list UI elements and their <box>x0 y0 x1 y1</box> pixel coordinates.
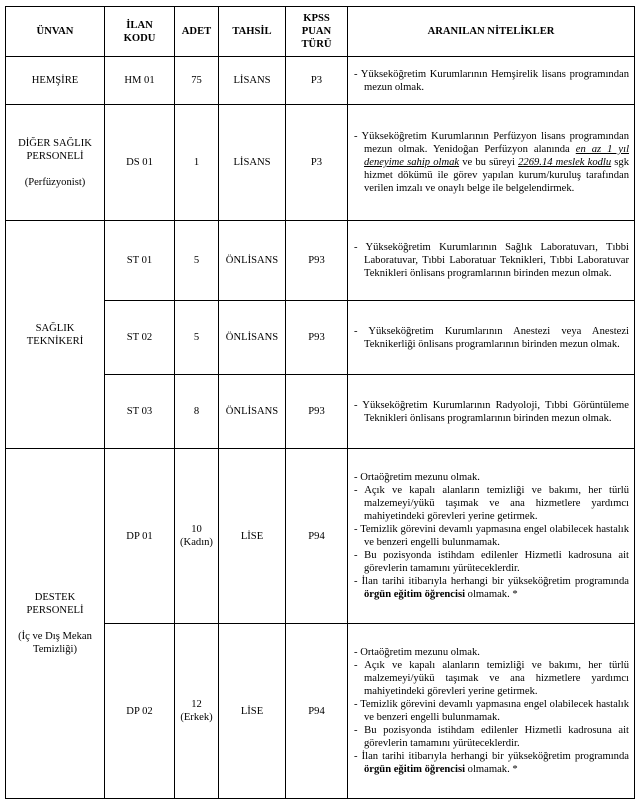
kpss-puan: P3 <box>286 57 348 105</box>
unvan-hemsire: HEMŞİRE <box>6 57 105 105</box>
qualification-item: - İlan tarihi itibarıyla herhangi bir yükseköğretim programında örgün eğitim öğrencisi olmamak. * <box>354 750 629 776</box>
header-unvan: ÜNVAN <box>6 7 105 57</box>
ilan-kodu: DP 02 <box>105 624 175 799</box>
header-nitelikler: ARANILAN NİTELİKLER <box>348 7 635 57</box>
nitelikler <box>348 221 635 301</box>
positions-table <box>5 6 635 799</box>
tahsil: LİSANS <box>219 57 286 105</box>
unvan-destek-personeli: DESTEK PERSONELİ (İç ve Dış Mekan Temizliği) <box>6 449 105 799</box>
kpss-puan: P93 <box>286 221 348 301</box>
header-kpss: KPSS PUAN TÜRÜ <box>286 7 348 57</box>
unvan-saglik-teknikeri: SAĞLIK TEKNİKERİ <box>6 221 105 449</box>
row-st01 <box>6 221 635 301</box>
tahsil: LİSE <box>219 449 286 624</box>
ilan-kodu: DP 01 <box>105 449 175 624</box>
adet: 12 (Erkek) <box>175 624 219 799</box>
nitelikler <box>348 57 635 105</box>
qualification-item: - Bu pozisyonda istihdam edilenler Hizmetli kadrosuna ait görevlerin tamamını yürüteceklerdir. <box>354 549 629 575</box>
qualification-item: - Bu pozisyonda istihdam edilenler Hizmetli kadrosuna ait görevlerin tamamını yürüteceklerdir. <box>354 724 629 750</box>
qualification-item: - Ortaöğretim mezunu olmak. <box>354 646 629 659</box>
kpss-puan: P94 <box>286 624 348 799</box>
adet: 8 <box>175 375 219 449</box>
kpss-puan: P3 <box>286 105 348 221</box>
qualification-item: - Yükseköğretim Kurumlarının Hemşirelik lisans programından mezun olmak. <box>354 68 629 94</box>
nitelikler <box>348 624 635 799</box>
nitelikler <box>348 301 635 375</box>
header-tahsil: TAHSİL <box>219 7 286 57</box>
row-ds01 <box>6 105 635 221</box>
qualification-item: - Yükseköğretim Kurumlarının Sağlık Laboratuvarı, Tıbbi Laboratuvar, Tıbbi Laboratuar Teknikleri, Tıbbi Laboratuvar Teknikleri önlisans programlarının birinden mezun olmak. <box>354 241 629 280</box>
ilan-kodu: DS 01 <box>105 105 175 221</box>
unvan-diger-saglik: DİĞER SAĞLIK PERSONELİ (Perfüzyonist) <box>6 105 105 221</box>
kpss-puan: P94 <box>286 449 348 624</box>
tahsil: ÖNLİSANS <box>219 375 286 449</box>
qualification-item: - Açık ve kapalı alanların temizliği ve bakımı, her türlü malzemeyi/yükü taşımak ve ana hizmetlere yardımcı mahiyetindeki görevleri yerine getirmek. <box>354 659 629 698</box>
nitelikler <box>348 449 635 624</box>
kpss-puan: P93 <box>286 375 348 449</box>
qualification-item: - Yükseköğretim Kurumlarının Perfüzyon lisans programından mezun olmak. Yenidoğan Perfüzyon alanında en az 1 yıl deneyime sahip olmak ve bu süreyi 2269.14 meslek kodlu sgk hizmet dökümü ile görev yapılan kurum/kuruluş tarafından verilen imzalı ve onaylı belge ile belgelendirmek. <box>354 130 629 195</box>
tahsil: LİSANS <box>219 105 286 221</box>
ilan-kodu: ST 02 <box>105 301 175 375</box>
adet: 5 <box>175 221 219 301</box>
adet: 1 <box>175 105 219 221</box>
nitelikler <box>348 105 635 221</box>
kpss-puan: P93 <box>286 301 348 375</box>
header-ilan-kodu: İLAN KODU <box>105 7 175 57</box>
ilan-kodu: ST 01 <box>105 221 175 301</box>
tahsil: LİSE <box>219 624 286 799</box>
qualification-item: - İlan tarihi itibarıyla herhangi bir yükseköğretim programında örgün eğitim öğrencisi olmamak. * <box>354 575 629 601</box>
ilan-kodu: HM 01 <box>105 57 175 105</box>
adet: 10 (Kadın) <box>175 449 219 624</box>
header-row <box>6 7 635 57</box>
nitelikler <box>348 375 635 449</box>
tahsil: ÖNLİSANS <box>219 301 286 375</box>
qualification-item: - Yükseköğretim Kurumlarının Radyoloji, Tıbbi Görüntüleme Teknikleri önlisans programlarının birinden mezun olmak. <box>354 399 629 425</box>
ilan-kodu: ST 03 <box>105 375 175 449</box>
adet: 75 <box>175 57 219 105</box>
qualification-item: - Temizlik görevini devamlı yapmasına engel olabilecek hastalık ve benzeri engelli bulunmamak. <box>354 523 629 549</box>
qualification-item: - Yükseköğretim Kurumlarının Anestezi veya Anestezi Teknikerliği önlisans programlarının birinden mezun olmak. <box>354 325 629 351</box>
header-adet: ADET <box>175 7 219 57</box>
qualification-item: - Açık ve kapalı alanların temizliği ve bakımı, her türlü malzemeyi/yükü taşımak ve ana hizmetlere yardımcı mahiyetindeki görevleri yerine getirmek. <box>354 484 629 523</box>
qualification-item: - Ortaöğretim mezunu olmak. <box>354 471 629 484</box>
row-hm01 <box>6 57 635 105</box>
tahsil: ÖNLİSANS <box>219 221 286 301</box>
qualification-item: - Temizlik görevini devamlı yapmasına engel olabilecek hastalık ve benzeri engelli bulunmamak. <box>354 698 629 724</box>
adet: 5 <box>175 301 219 375</box>
row-dp01 <box>6 449 635 624</box>
